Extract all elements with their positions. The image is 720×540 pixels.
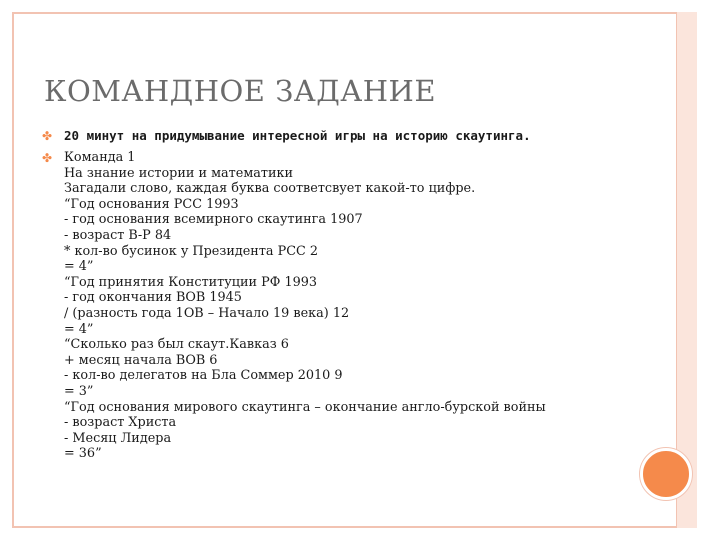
- body-line: Команда 1: [64, 150, 136, 165]
- body-line: * кол-во бусинок у Президента РСС 2: [64, 243, 319, 259]
- bullet-item-2: [42, 150, 662, 462]
- body-line: / (разность года 1ОВ – Начало 19 века) 12: [64, 305, 350, 321]
- body-line: “Год основания мирового скаутинга – окончание англо-бурской войны: [64, 399, 546, 415]
- bullet-body-lines: [64, 150, 662, 462]
- bullet-text: 20 минут на придумывание интересной игры на историю скаутинга.: [64, 128, 531, 143]
- slide-title: КОМАНДНОЕ ЗАДАНИЕ: [44, 74, 437, 108]
- body-line: “Год основания РСС 1993: [64, 196, 239, 212]
- body-line: Загадали слово, каждая буква соответсвует какой-то цифре.: [64, 181, 476, 197]
- body-line: - Месяц Лидера: [64, 430, 172, 446]
- body-line: = 4”: [64, 259, 94, 275]
- body-line: “Сколько раз был скаут.Кавказ 6: [64, 337, 289, 353]
- slide-content: [42, 128, 662, 462]
- bullet-icon: ✤: [42, 151, 53, 165]
- body-line: = 36”: [64, 446, 102, 462]
- body-line: - год основания всемирного скаутинга 1907: [64, 212, 363, 228]
- body-line: - возраст В-Р 84: [64, 227, 172, 243]
- body-line: На знание истории и математики: [64, 165, 294, 181]
- body-line: - возраст Христа: [64, 415, 177, 431]
- body-line: = 4”: [64, 321, 94, 337]
- bullet-item-1: [42, 128, 662, 144]
- bullet-icon: ✤: [42, 129, 53, 143]
- body-line: = 3”: [64, 383, 94, 399]
- body-line: - кол-во делегатов на Бла Соммер 2010 9: [64, 368, 343, 384]
- body-line: - год окончания ВОВ 1945: [64, 290, 242, 306]
- body-line: “Год принятия Конституции РФ 1993: [64, 274, 318, 290]
- body-line: + месяц начала ВОВ 6: [64, 352, 218, 368]
